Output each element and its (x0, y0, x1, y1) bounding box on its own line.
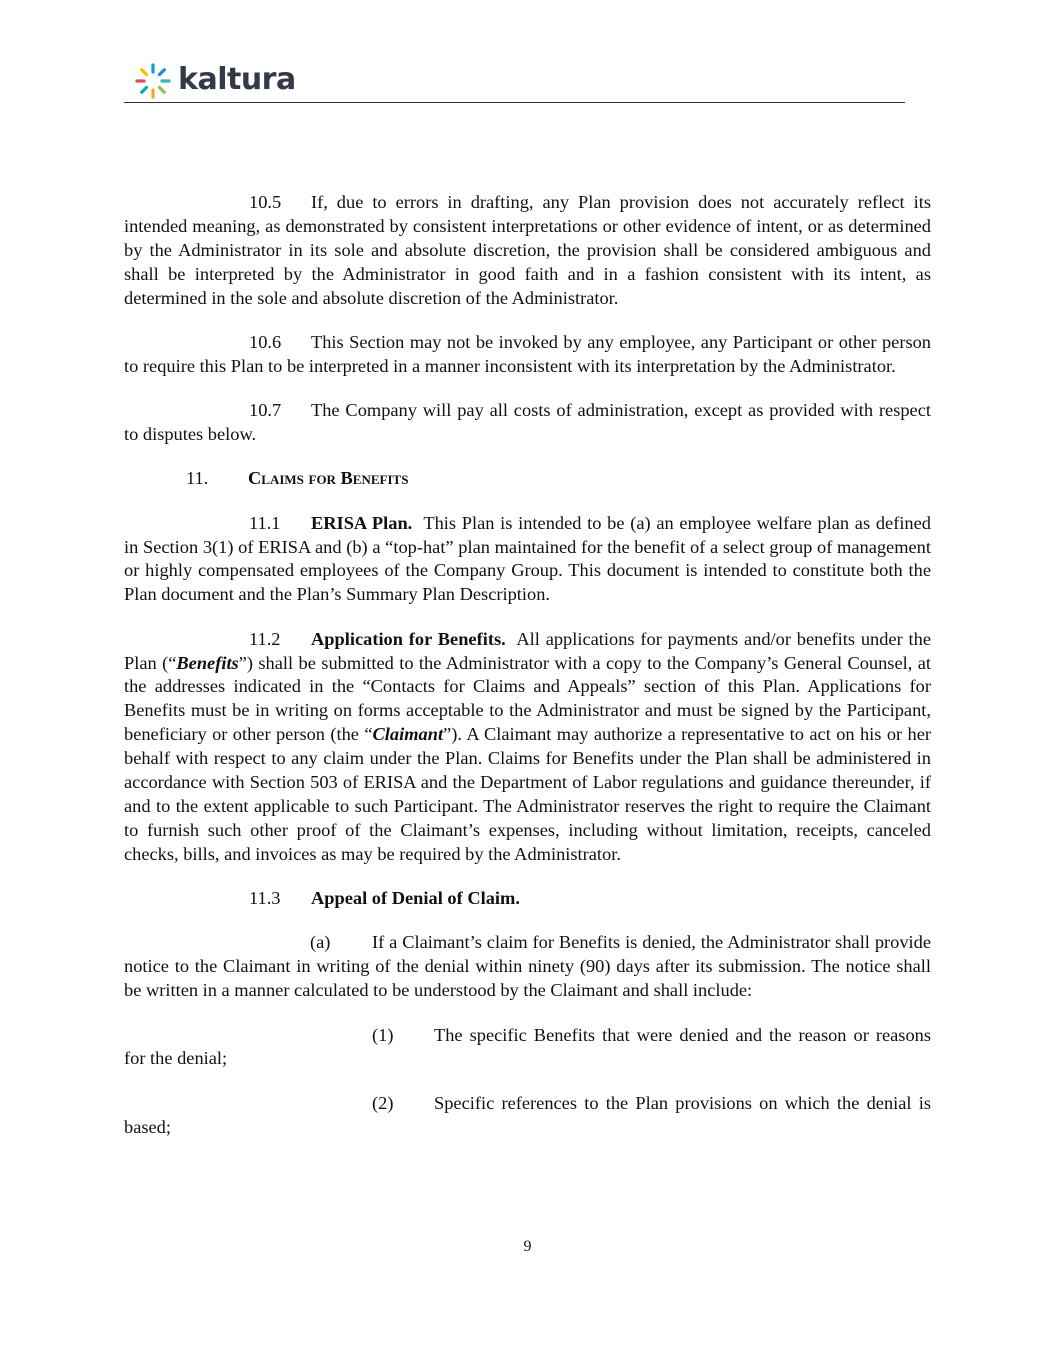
section-number: 11.1 (249, 512, 281, 533)
section-title: ERISA Plan. (311, 512, 413, 533)
section-11-1 (124, 512, 931, 608)
document-body (124, 191, 931, 1160)
section-11-3-a-1 (124, 1024, 931, 1072)
section-number: (1) (372, 1024, 394, 1045)
section-text: The specific Benefits that were denied and the reason or reasons for the denial; (124, 1024, 931, 1069)
section-text: ”) shall be submitted to the Administrator with a copy to the Company’s General Counsel, at the addresses indicated in the “Contacts for Claims and Appeals” section of this Plan. Applications for Benefits must be in writing on forms acceptable to the Administrator and must be signed by the Participant, beneficiary or other person (the “ (124, 652, 931, 745)
section-10-7 (124, 399, 931, 447)
section-number: 11. (186, 468, 209, 489)
section-text: This Section may not be invoked by any employee, any Participant or other person to require this Plan to be interpreted in a manner inconsistent with its interpretation by the Administrator. (124, 331, 931, 376)
section-title: Claims for Benefits (248, 468, 409, 489)
section-text: ”). A Claimant may authorize a representative to act on his or her behalf with respect to any claim under the Plan. Claims for Benefits under the Plan shall be administered in accordance with Section 503 of ERISA and the Department of Labor regulations and guidance thereunder, if and to the extent applicable to such Participant. The Administrator reserves the right to require the Claimant to furnish such other proof of the Claimant’s expenses, including without limitation, receipts, canceled checks, bills, and invoices as may be required by the Administrator. (124, 724, 932, 864)
section-text: All applications for payments and/or benefits under the Plan (“ (124, 628, 932, 673)
section-number: (2) (372, 1092, 394, 1113)
section-number: 10.7 (249, 400, 282, 421)
section-11-2 (124, 628, 931, 867)
section-11-heading (124, 467, 931, 491)
kaltura-logo-text: kaltura (178, 62, 296, 97)
section-11-3 (124, 887, 931, 911)
section-text: The Company will pay all costs of administration, except as provided with respect to disputes below. (124, 400, 931, 445)
section-10-6 (124, 331, 931, 379)
section-11-3-a (124, 931, 931, 1003)
defined-term-claimant: Claimant (372, 724, 444, 745)
kaltura-logo-icon (135, 63, 171, 99)
section-title: Appeal of Denial of Claim. (311, 888, 520, 909)
section-number: 10.5 (249, 192, 282, 212)
section-11-3-a-2 (124, 1092, 931, 1140)
section-number: 11.2 (249, 628, 281, 649)
defined-term-benefits: Benefits (176, 652, 239, 673)
section-number: (a) (310, 932, 331, 953)
page-number: 9 (523, 1238, 532, 1255)
section-10-5 (124, 191, 931, 311)
page-header (124, 58, 905, 103)
section-title: Application for Benefits. (311, 628, 506, 649)
section-text: If a Claimant’s claim for Benefits is denied, the Administrator shall provide notice to the Claimant in writing of the denial within ninety (90) days after its submission. The notice shall be written in a manner calculated to be understood by the Claimant and shall include: (124, 932, 931, 1001)
section-number: 11.3 (249, 888, 281, 909)
section-text: Specific references to the Plan provisions on which the denial is based; (124, 1092, 931, 1137)
section-text: This Plan is intended to be (a) an employee welfare plan as defined in Section 3(1) of ERISA and (b) a “top-hat” plan maintained for the benefit of a select group of management or highly compensated employees of the Company Group. This document is intended to constitute both the Plan document and the Plan’s Summary Plan Description. (124, 512, 931, 605)
section-text: If, due to errors in drafting, any Plan provision does not accurately reflect its intended meaning, as demonstrated by consistent interpretations or other evidence of intent, or as determined by the Administrator in its sole and absolute discretion, the provision shall be considered ambiguous and shall be interpreted by the Administrator in good faith and in a fashion consistent with its intent, as determined in the sole and absolute discretion of the Administrator. (124, 192, 931, 308)
section-number: 10.6 (249, 331, 282, 352)
